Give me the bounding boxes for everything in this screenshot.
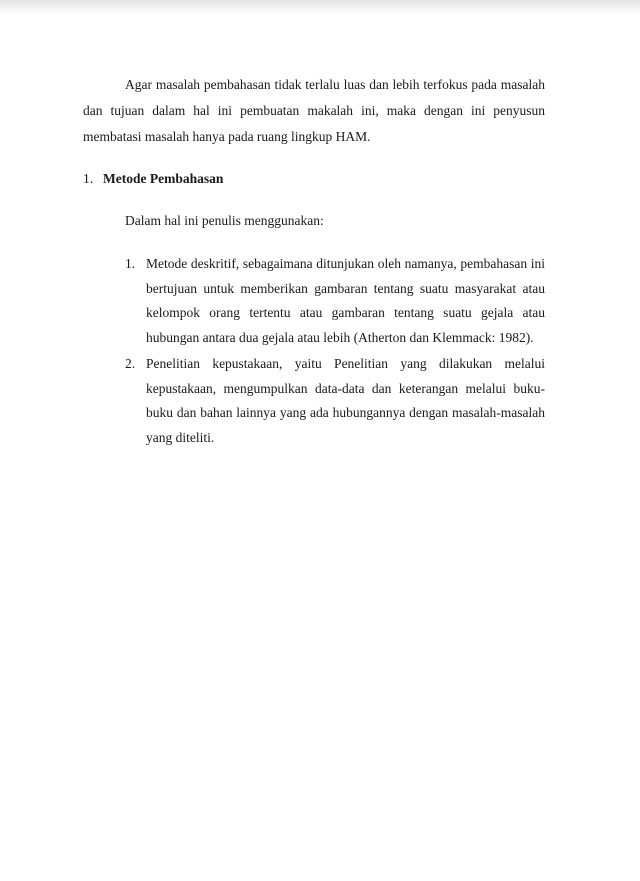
opening-paragraph: Agar masalah pembahasan tidak terlalu luas dan lebih terfokus pada masalah dan tujuan dalam hal ini pembuatan makalah ini, maka dengan ini penyusun membatasi masalah hanya pada ruang lingkup HAM. [83, 77, 545, 144]
section-title: Metode Pembahasan [103, 171, 224, 186]
section-intro: Dalam hal ini penulis menggunakan: [125, 213, 324, 228]
list-item-marker: 1. [125, 256, 136, 271]
list-item-text: Penelitian kepustakaan, yaitu Penelitian yang dilakukan melalui kepustakaan, mengumpulkan data-data dan keterangan melalui buku-buku dan bahan lainnya yang ada hubungannya dengan masalah-masalah yang diteliti. [146, 356, 545, 445]
section-heading [83, 166, 223, 192]
list-item-text: Metode deskritif, sebagaimana ditunjukan oleh namanya, pembahasan ini bertujuan untuk memberikan gambaran tentang suatu masyarakat atau kelompok orang tertentu atau gambaran tentang suatu gejala atau hubungan antara dua gejala atau lebih (Atherton dan Klemmack: 1982). [146, 256, 545, 345]
list-item [125, 352, 545, 450]
section-number: 1. [83, 171, 94, 186]
list-item-marker: 2. [125, 356, 136, 371]
method-list [125, 252, 545, 452]
list-item [125, 252, 545, 350]
